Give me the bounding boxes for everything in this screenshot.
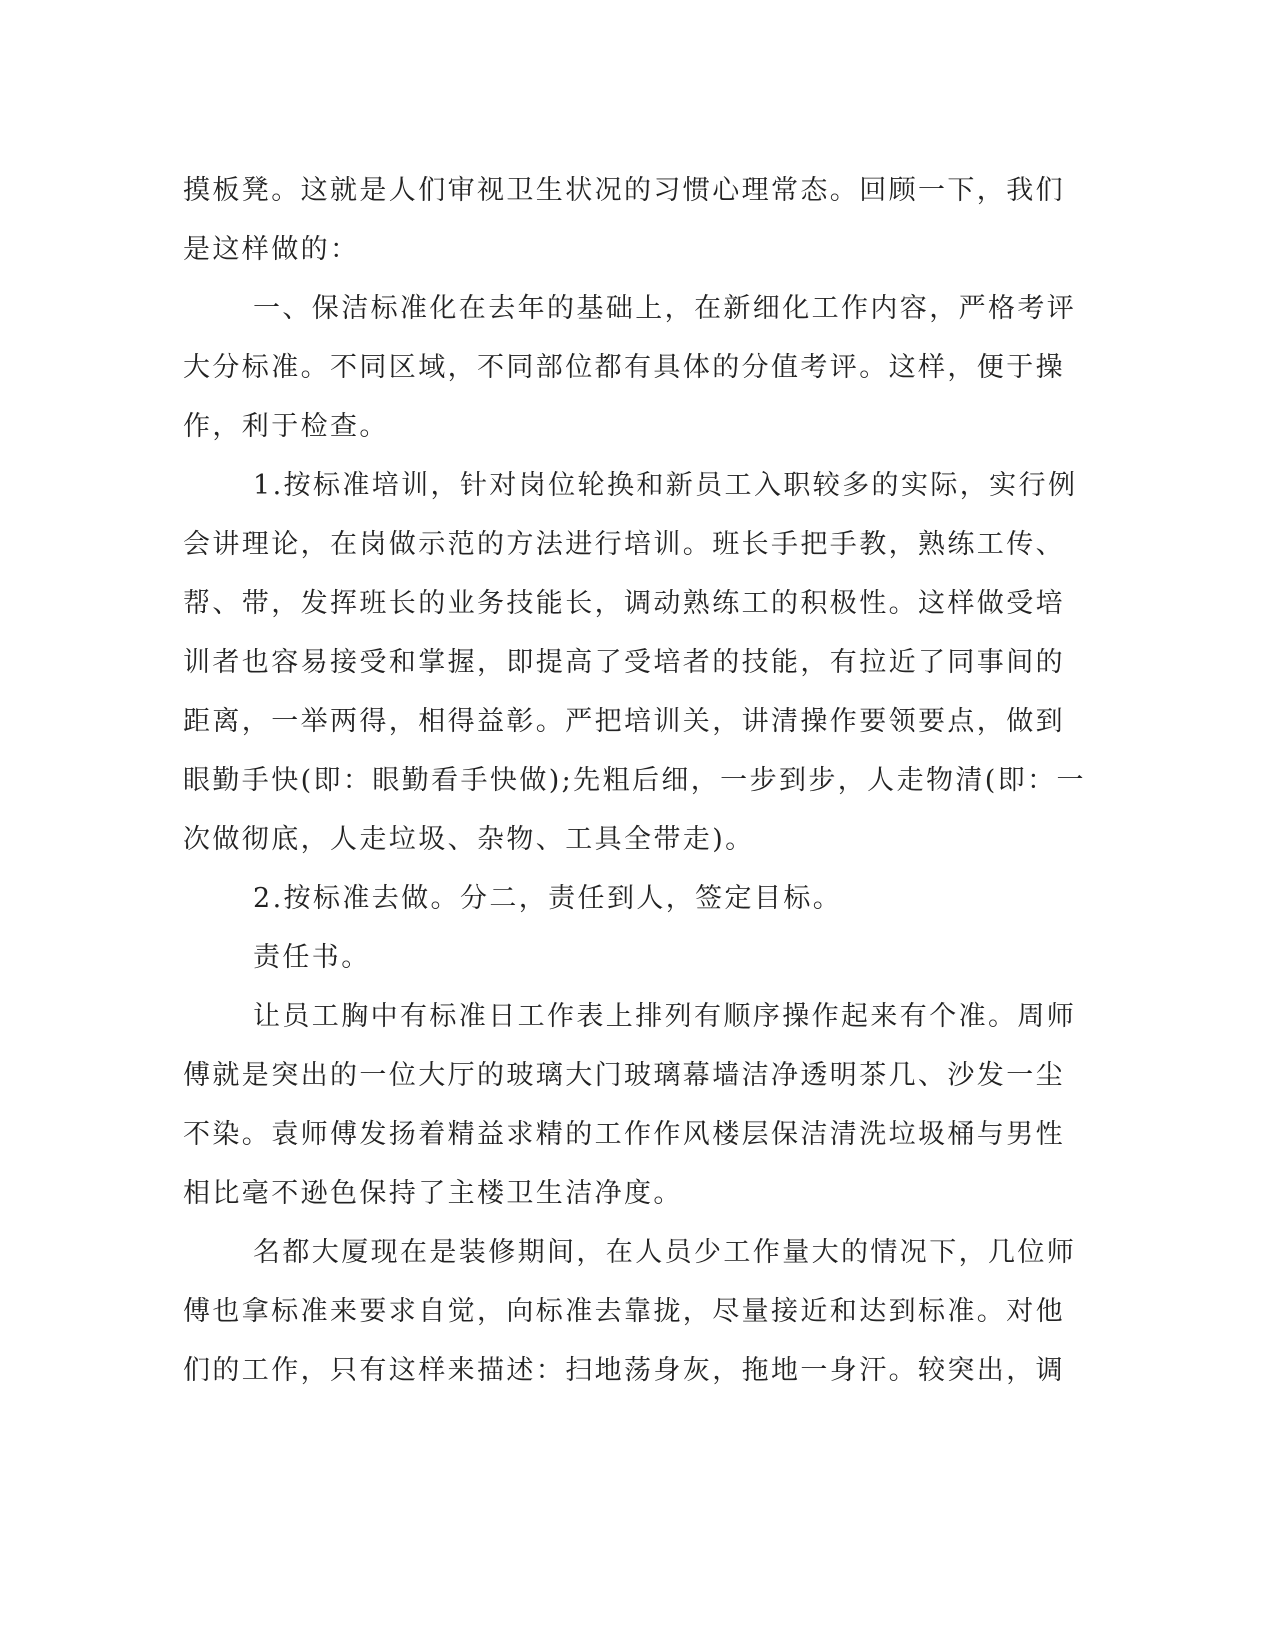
text-line: 训者也容易接受和掌握，即提高了受培者的技能，有拉近了同事间的 (183, 647, 1065, 678)
paragraph-first-line: 一、保洁标准化在去年的基础上，在新细化工作内容，严格考评 (253, 293, 1077, 324)
paragraph-first-line: 2.按标准去做。分二，责任到人，签定目标。 (253, 883, 843, 914)
text-line: 帮、带，发挥班长的业务技能长，调动熟练工的积极性。这样做受培 (183, 588, 1065, 619)
paragraph-first-line: 让员工胸中有标准日工作表上排列有顺序操作起来有个准。周师 (253, 1001, 1077, 1032)
text-line: 相比毫不逊色保持了主楼卫生洁净度。 (183, 1178, 683, 1209)
paragraph-first-line: 责任书。 (253, 942, 371, 973)
document-body (183, 161, 1086, 1400)
text-line: 大分标准。不同区域，不同部位都有具体的分值考评。这样，便于操 (183, 352, 1065, 383)
text-line: 不染。袁师傅发扬着精益求精的工作作风楼层保洁清洗垃圾桶与男性 (183, 1119, 1065, 1150)
text-line: 次做彻底，人走垃圾、杂物、工具全带走)。 (183, 824, 755, 855)
text-line: 是这样做的： (183, 234, 360, 265)
text-line: 傅也拿标准来要求自觉，向标准去靠拢，尽量接近和达到标准。对他 (183, 1296, 1065, 1327)
paragraph-first-line: 1.按标准培训，针对岗位轮换和新员工入职较多的实际，实行例 (253, 470, 1078, 501)
paragraph-first-line: 名都大厦现在是装修期间，在人员少工作量大的情况下，几位师 (253, 1237, 1077, 1268)
text-line: 距离，一举两得，相得益彰。严把培训关，讲清操作要领要点，做到 (183, 706, 1065, 737)
text-line: 眼勤手快(即：眼勤看手快做);先粗后细，一步到步，人走物清(即：一 (183, 765, 1086, 796)
text-line: 作，利于检查。 (183, 411, 389, 442)
text-line: 会讲理论，在岗做示范的方法进行培训。班长手把手教，熟练工传、 (183, 529, 1065, 560)
text-line: 摸板凳。这就是人们审视卫生状况的习惯心理常态。回顾一下，我们 (183, 175, 1065, 206)
text-line: 们的工作，只有这样来描述：扫地荡身灰，拖地一身汗。较突出，调 (183, 1355, 1065, 1386)
text-line: 傅就是突出的一位大厅的玻璃大门玻璃幕墙洁净透明茶几、沙发一尘 (183, 1060, 1065, 1091)
